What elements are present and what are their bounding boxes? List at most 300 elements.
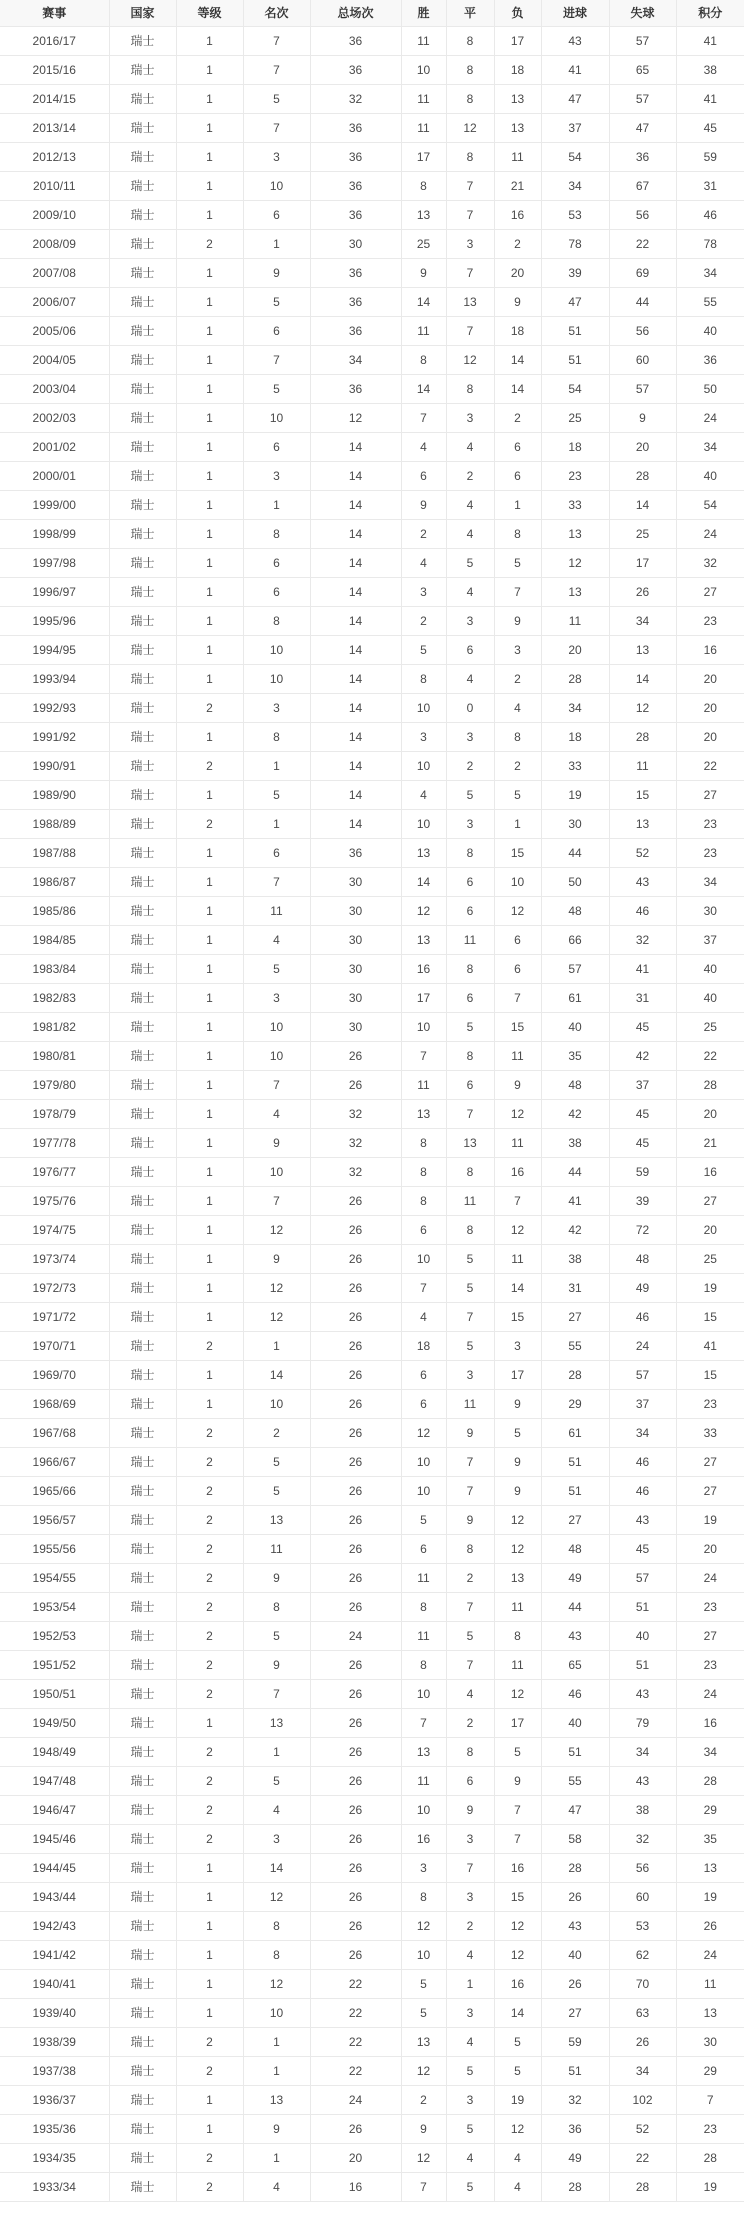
cell-win: 13 [401,925,446,954]
cell-played: 14 [310,809,401,838]
cell-goals-against: 70 [609,1969,676,1998]
cell-season: 1980/81 [0,1041,109,1070]
cell-loss: 11 [494,1128,541,1157]
cell-win: 11 [401,1621,446,1650]
cell-draw: 3 [446,1824,494,1853]
table-row [0,751,744,780]
cell-goals-against: 56 [609,200,676,229]
cell-level: 2 [176,1795,243,1824]
cell-win: 4 [401,780,446,809]
cell-level: 1 [176,258,243,287]
cell-rank: 2 [243,1418,310,1447]
cell-season: 1951/52 [0,1650,109,1679]
cell-season: 1972/73 [0,1273,109,1302]
cell-country: 瑞士 [109,316,176,345]
cell-draw: 12 [446,345,494,374]
cell-country: 瑞士 [109,1853,176,1882]
cell-draw: 7 [446,1592,494,1621]
cell-points: 23 [676,2114,744,2143]
cell-played: 26 [310,1650,401,1679]
cell-rank: 1 [243,809,310,838]
cell-loss: 15 [494,838,541,867]
cell-draw: 8 [446,838,494,867]
cell-goals-against: 34 [609,2056,676,2085]
cell-goals-for: 39 [541,258,609,287]
cell-season: 1985/86 [0,896,109,925]
cell-level: 1 [176,26,243,55]
cell-goals-against: 14 [609,490,676,519]
cell-season: 1937/38 [0,2056,109,2085]
cell-points: 16 [676,1708,744,1737]
cell-level: 2 [176,1563,243,1592]
cell-goals-for: 42 [541,1215,609,1244]
cell-goals-against: 72 [609,1215,676,1244]
cell-played: 26 [310,1563,401,1592]
cell-season: 1971/72 [0,1302,109,1331]
cell-played: 26 [310,1447,401,1476]
cell-goals-against: 59 [609,1157,676,1186]
cell-played: 26 [310,1302,401,1331]
cell-played: 36 [310,316,401,345]
cell-country: 瑞士 [109,2143,176,2172]
cell-season: 1973/74 [0,1244,109,1273]
cell-win: 25 [401,229,446,258]
cell-draw: 2 [446,461,494,490]
cell-level: 1 [176,1157,243,1186]
cell-win: 6 [401,1215,446,1244]
cell-goals-for: 42 [541,1099,609,1128]
cell-season: 2015/16 [0,55,109,84]
cell-level: 1 [176,896,243,925]
cell-win: 10 [401,1012,446,1041]
cell-draw: 5 [446,1012,494,1041]
cell-goals-for: 32 [541,2085,609,2114]
cell-points: 28 [676,2143,744,2172]
cell-played: 36 [310,26,401,55]
cell-draw: 7 [446,1302,494,1331]
cell-points: 24 [676,1940,744,1969]
cell-points: 40 [676,316,744,345]
cell-rank: 4 [243,1795,310,1824]
table-row [0,316,744,345]
cell-draw: 12 [446,113,494,142]
cell-loss: 2 [494,403,541,432]
cell-draw: 4 [446,664,494,693]
table-row [0,1708,744,1737]
cell-points: 27 [676,1186,744,1215]
cell-points: 13 [676,1853,744,1882]
cell-country: 瑞士 [109,1592,176,1621]
cell-win: 3 [401,577,446,606]
cell-loss: 11 [494,1244,541,1273]
cell-country: 瑞士 [109,55,176,84]
cell-loss: 14 [494,1273,541,1302]
cell-goals-for: 37 [541,113,609,142]
cell-points: 32 [676,548,744,577]
cell-goals-for: 57 [541,954,609,983]
cell-goals-for: 48 [541,896,609,925]
cell-points: 13 [676,1998,744,2027]
cell-rank: 13 [243,1505,310,1534]
cell-goals-for: 13 [541,577,609,606]
cell-draw: 8 [446,142,494,171]
cell-country: 瑞士 [109,548,176,577]
cell-goals-against: 39 [609,1186,676,1215]
cell-level: 1 [176,403,243,432]
cell-season: 2006/07 [0,287,109,316]
cell-rank: 8 [243,519,310,548]
cell-goals-for: 28 [541,664,609,693]
cell-goals-against: 28 [609,722,676,751]
cell-rank: 8 [243,1940,310,1969]
cell-points: 23 [676,1592,744,1621]
cell-draw: 7 [446,1447,494,1476]
cell-country: 瑞士 [109,1998,176,2027]
cell-played: 26 [310,1041,401,1070]
cell-points: 22 [676,751,744,780]
cell-points: 55 [676,287,744,316]
cell-level: 2 [176,1505,243,1534]
cell-points: 20 [676,1215,744,1244]
cell-goals-for: 13 [541,519,609,548]
cell-rank: 7 [243,113,310,142]
cell-points: 7 [676,2085,744,2114]
cell-level: 2 [176,809,243,838]
cell-rank: 10 [243,403,310,432]
cell-win: 8 [401,1882,446,1911]
table-row [0,1940,744,1969]
cell-win: 9 [401,490,446,519]
table-row [0,26,744,55]
cell-points: 19 [676,1882,744,1911]
cell-level: 1 [176,1911,243,1940]
cell-played: 30 [310,896,401,925]
cell-draw: 4 [446,1940,494,1969]
cell-loss: 15 [494,1882,541,1911]
cell-points: 40 [676,983,744,1012]
cell-played: 24 [310,2085,401,2114]
cell-country: 瑞士 [109,1563,176,1592]
cell-draw: 3 [446,1360,494,1389]
cell-rank: 11 [243,896,310,925]
column-header-level: 等级 [176,0,243,26]
cell-points: 20 [676,1534,744,1563]
cell-draw: 4 [446,577,494,606]
cell-draw: 4 [446,432,494,461]
cell-season: 1966/67 [0,1447,109,1476]
cell-country: 瑞士 [109,113,176,142]
cell-rank: 9 [243,1244,310,1273]
cell-country: 瑞士 [109,2085,176,2114]
cell-goals-for: 34 [541,171,609,200]
cell-country: 瑞士 [109,84,176,113]
cell-level: 1 [176,635,243,664]
cell-country: 瑞士 [109,664,176,693]
table-row [0,1244,744,1273]
cell-goals-against: 13 [609,635,676,664]
cell-win: 8 [401,1157,446,1186]
cell-season: 1938/39 [0,2027,109,2056]
cell-season: 2012/13 [0,142,109,171]
cell-loss: 20 [494,258,541,287]
cell-loss: 9 [494,1476,541,1505]
cell-country: 瑞士 [109,461,176,490]
cell-season: 1952/53 [0,1621,109,1650]
cell-country: 瑞士 [109,606,176,635]
header-row [0,0,744,26]
cell-season: 1943/44 [0,1882,109,1911]
cell-win: 6 [401,1534,446,1563]
table-row [0,1215,744,1244]
cell-season: 2009/10 [0,200,109,229]
cell-goals-for: 28 [541,1360,609,1389]
cell-points: 46 [676,200,744,229]
cell-level: 1 [176,1012,243,1041]
cell-level: 2 [176,1447,243,1476]
cell-played: 26 [310,1534,401,1563]
cell-level: 1 [176,1389,243,1418]
table-row [0,1476,744,1505]
cell-win: 13 [401,200,446,229]
cell-level: 1 [176,374,243,403]
cell-country: 瑞士 [109,345,176,374]
cell-rank: 6 [243,432,310,461]
table-body [0,26,744,2201]
cell-loss: 7 [494,1824,541,1853]
cell-points: 36 [676,345,744,374]
cell-goals-for: 51 [541,1476,609,1505]
cell-win: 14 [401,867,446,896]
cell-goals-for: 47 [541,1795,609,1824]
cell-level: 1 [176,345,243,374]
cell-goals-for: 40 [541,1012,609,1041]
cell-level: 2 [176,1766,243,1795]
cell-goals-for: 19 [541,780,609,809]
cell-goals-for: 18 [541,722,609,751]
cell-goals-against: 32 [609,925,676,954]
cell-country: 瑞士 [109,1389,176,1418]
cell-draw: 8 [446,26,494,55]
cell-goals-for: 44 [541,1592,609,1621]
cell-win: 8 [401,1592,446,1621]
cell-played: 26 [310,1505,401,1534]
cell-season: 1976/77 [0,1157,109,1186]
cell-rank: 7 [243,26,310,55]
cell-rank: 14 [243,1360,310,1389]
cell-rank: 7 [243,1679,310,1708]
cell-loss: 9 [494,1766,541,1795]
cell-rank: 7 [243,867,310,896]
table-header [0,0,744,26]
cell-goals-against: 67 [609,171,676,200]
cell-goals-for: 51 [541,316,609,345]
cell-win: 10 [401,1447,446,1476]
cell-season: 2003/04 [0,374,109,403]
cell-level: 2 [176,751,243,780]
cell-level: 2 [176,229,243,258]
cell-level: 2 [176,2027,243,2056]
cell-rank: 5 [243,287,310,316]
table-row [0,1186,744,1215]
cell-goals-for: 40 [541,1708,609,1737]
cell-win: 9 [401,2114,446,2143]
cell-country: 瑞士 [109,519,176,548]
cell-season: 2008/09 [0,229,109,258]
cell-played: 24 [310,1621,401,1650]
cell-draw: 6 [446,635,494,664]
cell-points: 16 [676,1157,744,1186]
cell-level: 1 [176,519,243,548]
cell-points: 19 [676,2172,744,2201]
cell-goals-against: 34 [609,1418,676,1447]
cell-draw: 3 [446,809,494,838]
table-row [0,2085,744,2114]
cell-win: 16 [401,1824,446,1853]
cell-loss: 9 [494,606,541,635]
cell-level: 1 [176,925,243,954]
cell-rank: 1 [243,2056,310,2085]
cell-rank: 7 [243,1070,310,1099]
cell-country: 瑞士 [109,1070,176,1099]
table-row [0,2143,744,2172]
cell-loss: 4 [494,2143,541,2172]
table-row [0,1302,744,1331]
cell-loss: 9 [494,1447,541,1476]
cell-points: 23 [676,809,744,838]
table-row [0,403,744,432]
cell-season: 2010/11 [0,171,109,200]
cell-played: 26 [310,1795,401,1824]
cell-country: 瑞士 [109,1911,176,1940]
table-row [0,142,744,171]
cell-played: 26 [310,1940,401,1969]
table-row [0,1998,744,2027]
cell-country: 瑞士 [109,809,176,838]
table-row [0,2172,744,2201]
cell-goals-for: 51 [541,1447,609,1476]
cell-level: 1 [176,1360,243,1389]
cell-goals-against: 46 [609,896,676,925]
cell-played: 34 [310,345,401,374]
table-row [0,490,744,519]
cell-loss: 5 [494,1418,541,1447]
cell-draw: 13 [446,287,494,316]
table-row [0,1418,744,1447]
cell-draw: 2 [446,1708,494,1737]
cell-season: 1987/88 [0,838,109,867]
cell-draw: 0 [446,693,494,722]
cell-rank: 3 [243,461,310,490]
cell-draw: 5 [446,1621,494,1650]
cell-goals-for: 51 [541,1737,609,1766]
table-row [0,432,744,461]
cell-played: 36 [310,287,401,316]
cell-country: 瑞士 [109,693,176,722]
cell-loss: 13 [494,84,541,113]
cell-goals-against: 47 [609,113,676,142]
cell-goals-against: 56 [609,316,676,345]
cell-loss: 9 [494,1070,541,1099]
cell-level: 2 [176,1679,243,1708]
cell-rank: 10 [243,1157,310,1186]
cell-goals-against: 26 [609,2027,676,2056]
cell-goals-against: 48 [609,1244,676,1273]
cell-points: 30 [676,2027,744,2056]
cell-goals-against: 46 [609,1476,676,1505]
cell-country: 瑞士 [109,2027,176,2056]
cell-win: 7 [401,1708,446,1737]
cell-draw: 5 [446,548,494,577]
cell-win: 13 [401,1737,446,1766]
cell-country: 瑞士 [109,403,176,432]
cell-points: 34 [676,432,744,461]
cell-goals-for: 54 [541,142,609,171]
cell-draw: 5 [446,2056,494,2085]
cell-goals-for: 59 [541,2027,609,2056]
cell-country: 瑞士 [109,287,176,316]
cell-rank: 4 [243,2172,310,2201]
cell-loss: 16 [494,1157,541,1186]
cell-points: 50 [676,374,744,403]
cell-loss: 15 [494,1012,541,1041]
cell-level: 1 [176,287,243,316]
cell-level: 1 [176,780,243,809]
cell-goals-for: 54 [541,374,609,403]
cell-points: 33 [676,1418,744,1447]
cell-loss: 6 [494,432,541,461]
cell-win: 13 [401,1099,446,1128]
cell-goals-against: 57 [609,26,676,55]
cell-rank: 9 [243,1563,310,1592]
cell-loss: 11 [494,1592,541,1621]
cell-win: 5 [401,635,446,664]
cell-country: 瑞士 [109,1360,176,1389]
cell-draw: 4 [446,1679,494,1708]
cell-rank: 10 [243,1041,310,1070]
cell-country: 瑞士 [109,1215,176,1244]
cell-points: 34 [676,867,744,896]
cell-win: 11 [401,1070,446,1099]
cell-draw: 8 [446,55,494,84]
cell-rank: 6 [243,200,310,229]
cell-country: 瑞士 [109,751,176,780]
cell-level: 1 [176,548,243,577]
table-row [0,287,744,316]
cell-played: 26 [310,1186,401,1215]
cell-rank: 6 [243,316,310,345]
cell-country: 瑞士 [109,432,176,461]
cell-season: 1936/37 [0,2085,109,2114]
cell-rank: 12 [243,1882,310,1911]
cell-level: 1 [176,983,243,1012]
cell-played: 14 [310,519,401,548]
cell-goals-for: 25 [541,403,609,432]
cell-win: 13 [401,2027,446,2056]
cell-points: 20 [676,664,744,693]
cell-draw: 7 [446,171,494,200]
cell-loss: 12 [494,1099,541,1128]
cell-win: 12 [401,1418,446,1447]
cell-points: 21 [676,1128,744,1157]
cell-goals-against: 45 [609,1128,676,1157]
cell-draw: 8 [446,1534,494,1563]
cell-points: 27 [676,577,744,606]
cell-loss: 16 [494,1853,541,1882]
cell-loss: 12 [494,1505,541,1534]
cell-country: 瑞士 [109,1157,176,1186]
cell-loss: 14 [494,345,541,374]
cell-rank: 13 [243,2085,310,2114]
